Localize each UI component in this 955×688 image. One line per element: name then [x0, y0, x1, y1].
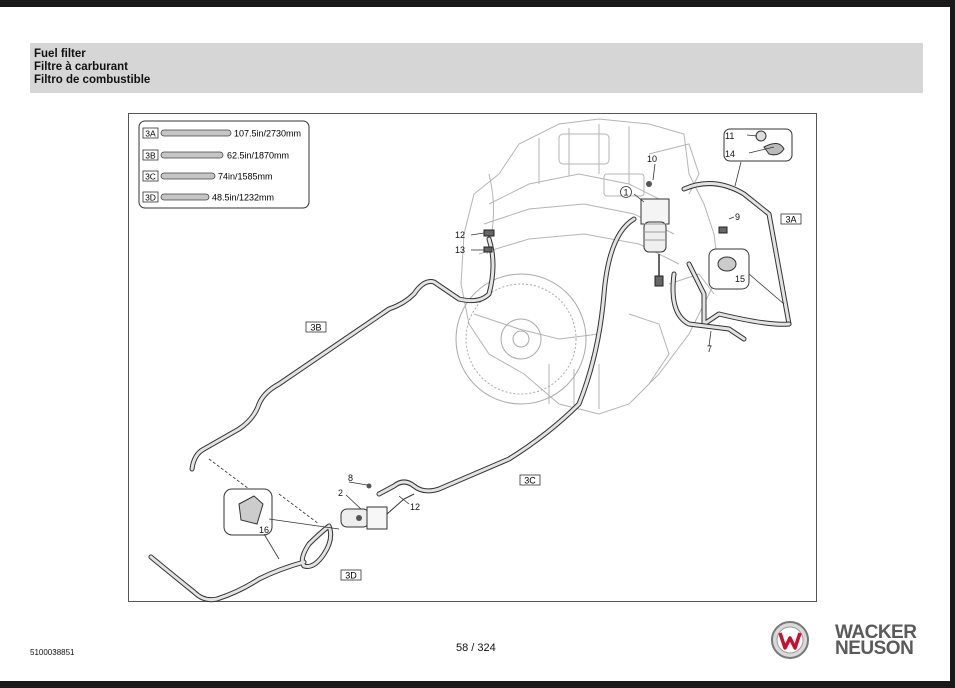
title-french: Filtre à carburant: [34, 61, 128, 73]
callout-14: 14: [725, 149, 736, 159]
callout-10: 10: [647, 154, 658, 164]
wacker-neuson-logo: [770, 620, 925, 662]
bottom-border: [0, 681, 955, 688]
flywheel: [456, 274, 586, 404]
fuel-pump-assembly: [341, 484, 414, 530]
page-number: 58 / 324: [456, 642, 496, 654]
hose-tag-3c: [520, 475, 540, 486]
callout-12-upper: 12: [455, 230, 466, 240]
legend-code: 3C: [145, 171, 156, 182]
legend-length: 107.5in/2730mm: [234, 128, 302, 139]
callout-9: 9: [735, 212, 741, 222]
fuel-filter-diagram: [128, 113, 817, 602]
fittings: [484, 227, 727, 252]
legend-length: 62.5in/1870mm: [227, 150, 290, 161]
hose-3c: [379, 219, 634, 494]
callout-8: 8: [348, 473, 354, 483]
legend-code: 3A: [145, 128, 156, 139]
title-english: Fuel filter: [34, 48, 86, 60]
logo-emblem-icon: [770, 620, 810, 660]
brand-line-1: WACKER: [835, 622, 917, 643]
legend-length: 48.5in/1232mm: [212, 192, 275, 203]
callout-11: 11: [725, 131, 735, 141]
callout-1: 1: [623, 187, 629, 198]
callout-7: 7: [707, 344, 713, 354]
right-border: [950, 0, 955, 688]
svg-text:3D: 3D: [345, 570, 357, 581]
callout-2: 2: [338, 488, 344, 498]
section-header: [30, 43, 923, 93]
hose-tag-3a: [781, 214, 801, 225]
document-number: 5100038851: [30, 648, 75, 657]
svg-text:3A: 3A: [785, 214, 797, 225]
hose-3d: [151, 526, 331, 600]
hose-tag-3b: [306, 322, 326, 333]
hose-3b: [192, 239, 493, 469]
title-spanish: Filtro de combustible: [34, 74, 151, 86]
diagram-svg: [129, 114, 818, 603]
callout-15: 15: [735, 274, 746, 284]
hose-tag-3d: [341, 570, 361, 581]
legend-code: 3D: [145, 192, 156, 203]
hose-legend: [139, 121, 309, 208]
svg-text:3C: 3C: [524, 475, 536, 486]
legend-length: 74in/1585mm: [218, 171, 273, 182]
brand-line-2: NEUSON: [835, 638, 914, 659]
legend-code: 3B: [145, 150, 156, 161]
callout-16: 16: [259, 525, 270, 535]
svg-text:3B: 3B: [310, 322, 322, 333]
callout-12-lower: 12: [410, 502, 421, 512]
callout-13: 13: [455, 245, 466, 255]
top-border: [0, 0, 955, 7]
